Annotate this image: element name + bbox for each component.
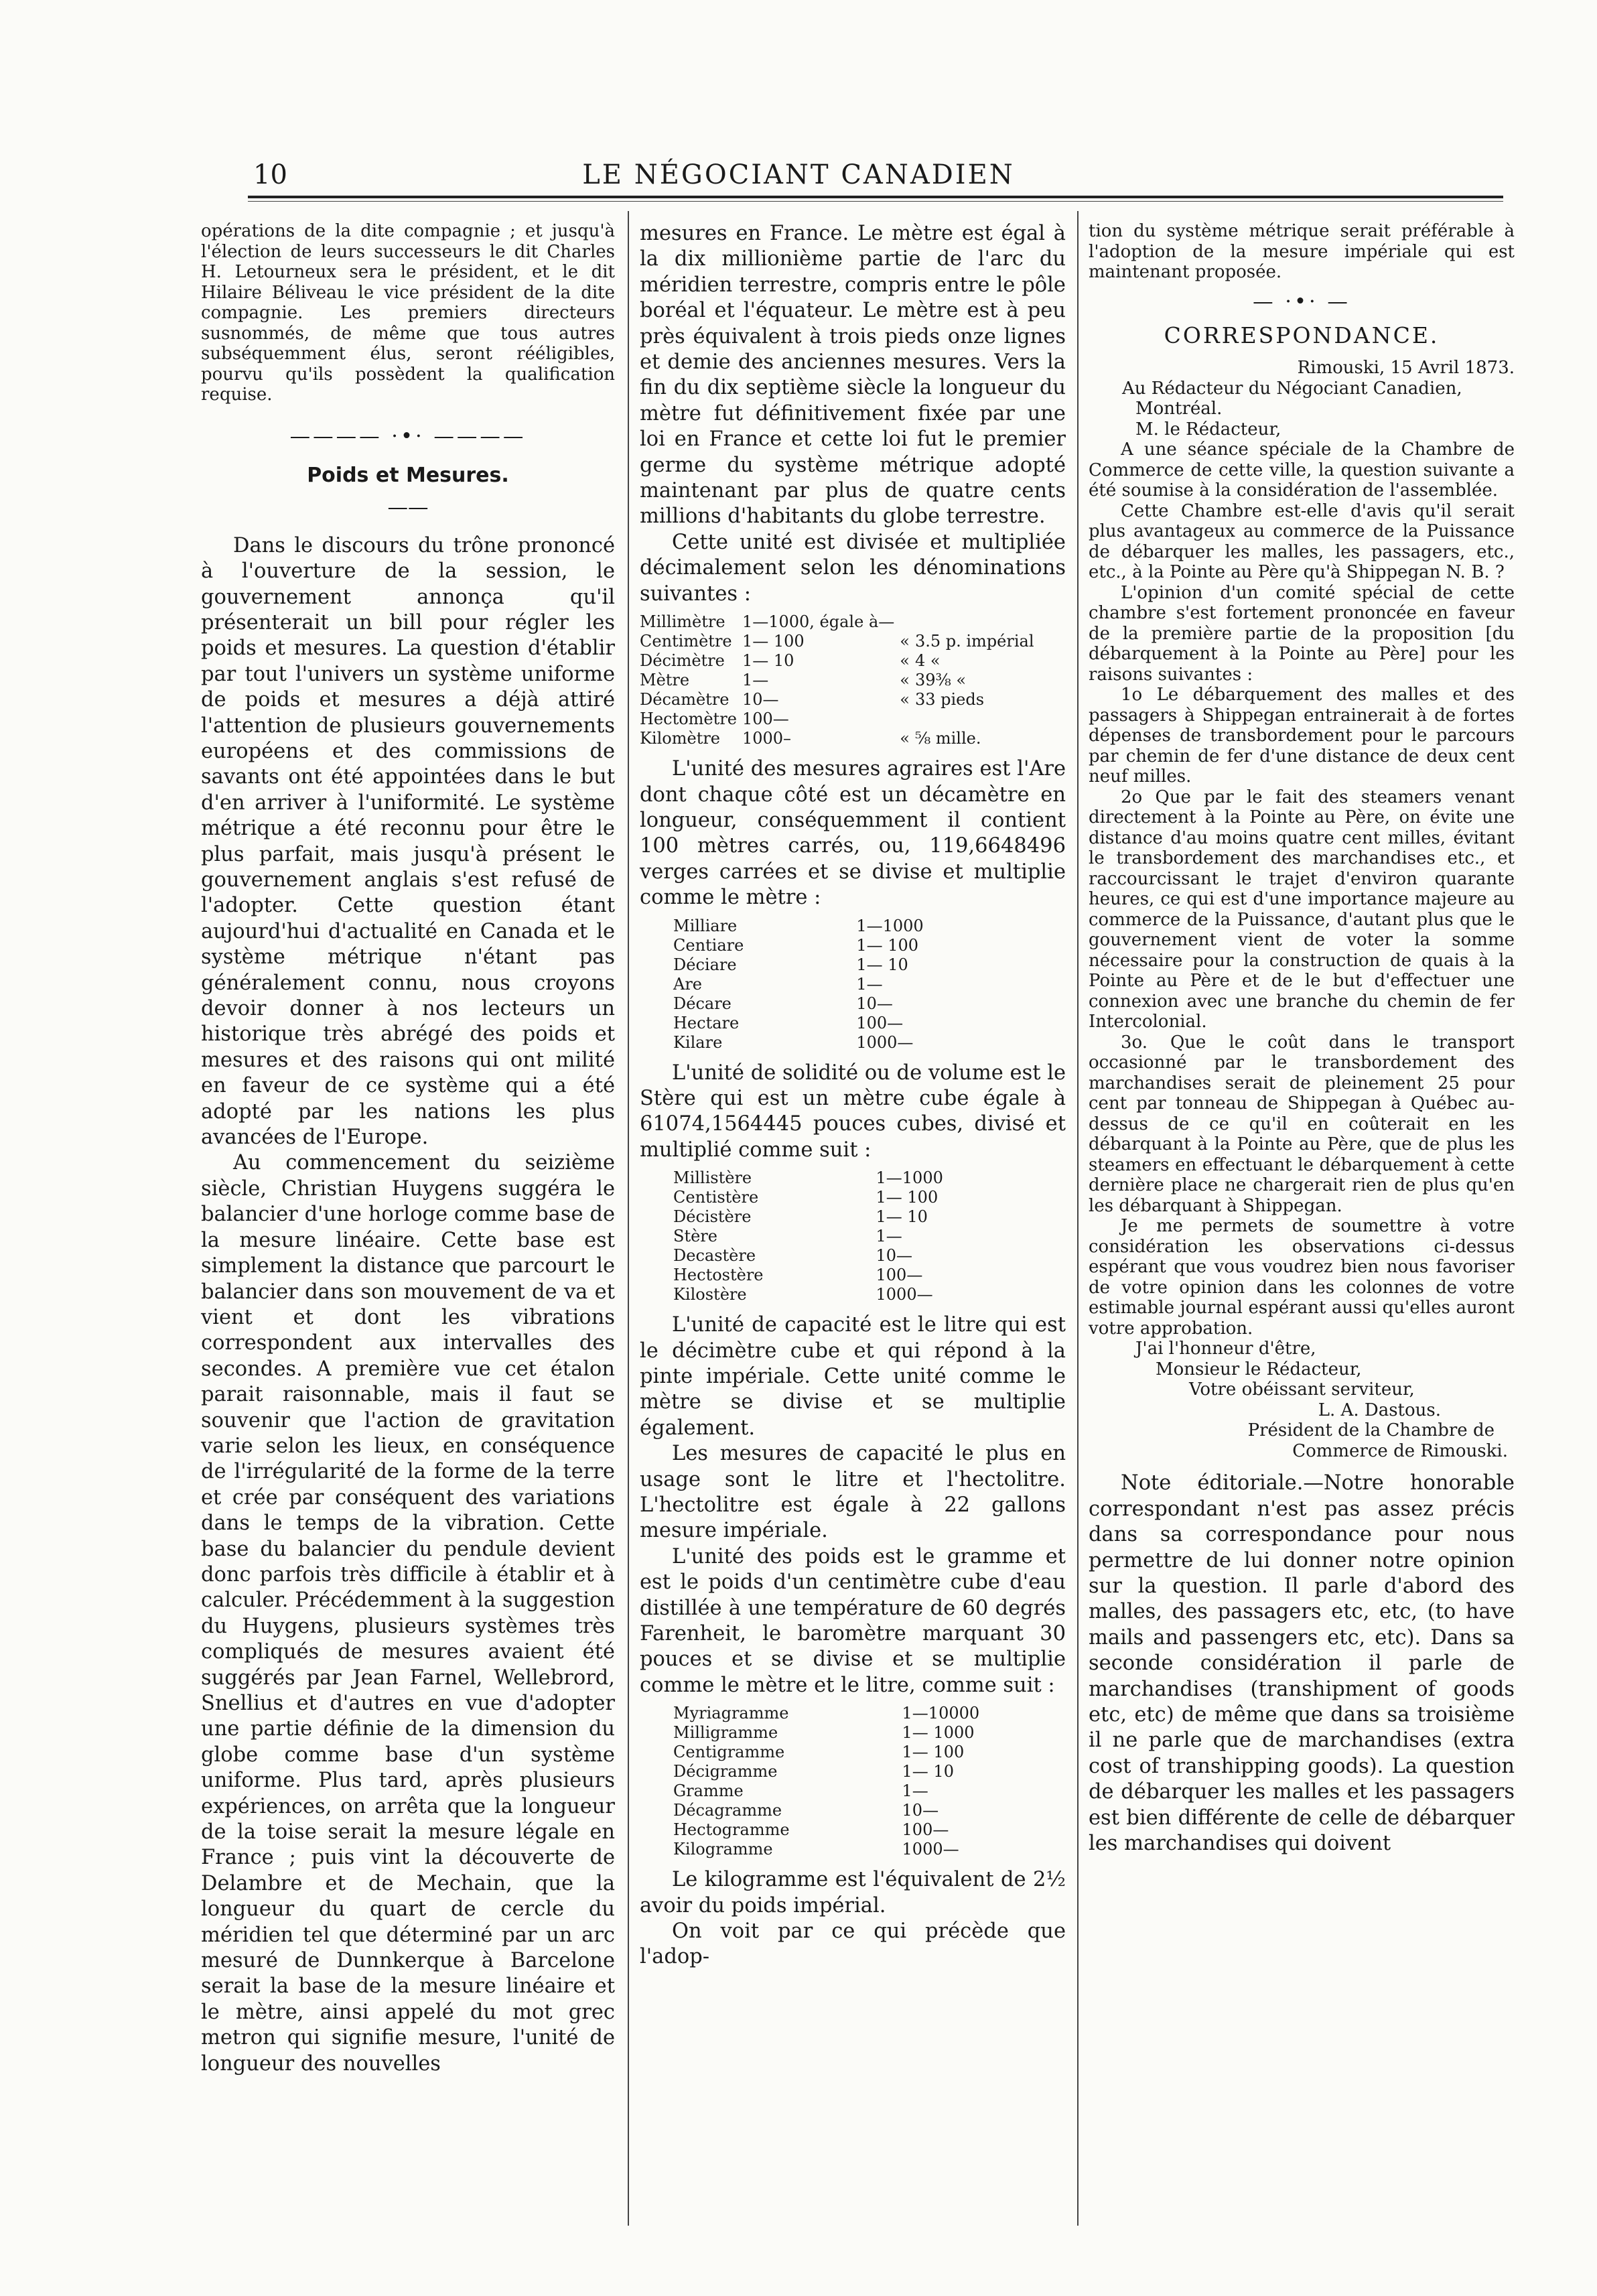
table-cell bbox=[900, 612, 915, 632]
table-row bbox=[640, 671, 1040, 690]
table-cell: 1— 100 bbox=[876, 1188, 939, 1207]
table-cell: 1—1000 bbox=[856, 916, 924, 935]
paragraph: L'unité des poids est le gramme et est le poids d'un centimètre cube d'eau distillée à une température de 60 degrés Farenheit, le baromètre marquant 30 pouces et se divise et se multiplie comme le mètre et le litre, comme suit : bbox=[640, 1544, 1066, 1697]
paragraph: L'unité des mesures agraires est l'Are dont chaque côté est un décamètre en longueur, conséquemment il contient 100 mètres carrés, ou, 119,6648496 verges carrées et se divise et multiplie comme le mètre : bbox=[640, 757, 1066, 910]
table-cell: Décamètre bbox=[640, 690, 730, 710]
table-row bbox=[673, 917, 929, 936]
table-row bbox=[673, 1246, 949, 1266]
table-row bbox=[673, 1723, 985, 1743]
table-cell: 1— 1000 bbox=[902, 1723, 975, 1743]
running-title: LE NÉGOCIANT CANADIEN bbox=[582, 159, 1015, 190]
table-cell bbox=[915, 710, 1040, 729]
table-row bbox=[673, 1207, 949, 1227]
table-row bbox=[640, 632, 1040, 651]
column-3 bbox=[1089, 221, 1515, 1856]
table-cell: « bbox=[900, 729, 910, 748]
page-header bbox=[0, 159, 1597, 200]
table-cell: 100— bbox=[902, 1820, 949, 1840]
article-continuation: tion du système métrique serait préférable à l'adoption de la mesure impériale qui est maintenant proposée. bbox=[1089, 221, 1515, 282]
column-1 bbox=[201, 221, 615, 2077]
table-cell: Kilomètre bbox=[640, 729, 721, 748]
table-cell: 1000– bbox=[742, 729, 792, 748]
table-cell: Milliare bbox=[673, 916, 738, 935]
table-row bbox=[673, 975, 929, 994]
page-number: 10 bbox=[253, 159, 287, 190]
table-cell: Décagramme bbox=[673, 1801, 782, 1820]
table-row bbox=[673, 1033, 929, 1053]
weight-units-table bbox=[673, 1704, 985, 1859]
dateline: Rimouski, 15 Avril 1873. bbox=[1297, 358, 1515, 379]
table-cell: ⅝ mille. bbox=[914, 729, 981, 748]
paragraph: Cette unité est divisée et multipliée décimalement selon les dénominations suivantes : bbox=[640, 530, 1066, 606]
table-row bbox=[673, 936, 929, 955]
table-cell: 10— bbox=[876, 1246, 913, 1266]
letter-paragraph: A une séance spéciale de la Chambre de Commerce de cette ville, la question suivante a été soumise à la considération de l'assemblée. bbox=[1089, 440, 1515, 501]
table-cell: 1— bbox=[876, 1227, 902, 1246]
table-row bbox=[673, 955, 929, 975]
editorial-note: Note éditoriale.—Notre honorable correspondant n'est pas assez précis dans sa correspondance pour nous permettre de lui donner notre opinion sur la question. Il parle d'abord des malles, des passagers etc, etc, (to have mails and passengers etc, etc). Dans sa seconde considération il parle de marchandises (transhipment of goods etc, etc) de même que dans sa troisième il ne parle que de marchandises (extra cost of transhipping goods). La question de débarquer les malles et les passagers est bien différente de celle de débarquer les marchandises qui doivent bbox=[1089, 1471, 1515, 1855]
table-row bbox=[673, 1188, 949, 1207]
paragraph: On voit par ce qui précède que l'adop- bbox=[640, 1919, 1066, 1969]
table-cell: Centiare bbox=[673, 935, 744, 955]
column-divider-1 bbox=[628, 211, 629, 2226]
table-row bbox=[673, 1285, 949, 1304]
table-cell: 1000— bbox=[856, 1032, 914, 1052]
table-cell: 1— 10 bbox=[742, 651, 794, 671]
signer-name: L. A. Dastous. bbox=[1318, 1400, 1441, 1420]
table-cell: 1000— bbox=[902, 1840, 959, 1859]
table-cell: Gramme bbox=[673, 1781, 744, 1801]
table-cell: 1— 10 bbox=[876, 1207, 928, 1227]
paragraph: Le kilogramme est l'équivalent de 2½ avoir du poids impérial. bbox=[640, 1868, 1066, 1917]
header-rule-thin bbox=[248, 201, 1503, 202]
table-cell: 4 « bbox=[914, 651, 941, 671]
table-row bbox=[673, 1840, 985, 1859]
length-units-table bbox=[640, 612, 1040, 748]
letter-paragraph: 2o Que par le fait des steamers venant directement à la Pointe au Père, on évite une distance d'au moins quatre cent milles, évitant le transbordement des marchandises etc., et raccourcissant le trajet d'environ quarante heures, ce qui est d'une importance majeure au commerce de la Puissance, d'autant plus que le gouvernement vient de voter la somme nécessaire pour la construction de quais à la Pointe au Père et de le but d'effectuer une connexion avec une branche du chemin de fer Intercolonial. bbox=[1089, 787, 1515, 1032]
table-cell: 1— 100 bbox=[856, 935, 919, 955]
table-cell: Myriagramme bbox=[673, 1704, 789, 1723]
letter-paragraph: 1o Le débarquement des malles et des passagers à Shippegan entrainerait à de fortes dépenses de transbordement pour le parcours par chemin de fer d'une distance de deux cent neuf milles. bbox=[1089, 685, 1515, 787]
table-cell: « bbox=[900, 632, 910, 651]
table-row bbox=[673, 1266, 949, 1285]
address-line: Au Rédacteur du Négociant Canadien, bbox=[1122, 378, 1462, 399]
letter-paragraph: 3o. Que le coût dans le transport occasionné par le transbordement des marchandises serait de pleinement 25 pour cent par tonneau de Shippegan à Québec au-dessus de ce qu'il en coûterait en les débarquant à la Pointe au Père, que de plus les steamers en effectuant le débarquement à cette dernière place ne chargerait rien de plus qu'en les débarquant à Shippegan. bbox=[1089, 1032, 1515, 1216]
table-row bbox=[640, 651, 1040, 671]
table-row bbox=[673, 1743, 985, 1762]
table-cell: Centistère bbox=[673, 1188, 759, 1207]
separator-ornament: ———— ·•· ———— bbox=[289, 424, 527, 448]
column-divider-2 bbox=[1077, 211, 1079, 2226]
table-cell: Mètre bbox=[640, 671, 690, 690]
header-rule bbox=[248, 196, 1503, 198]
table-cell: Décigramme bbox=[673, 1762, 778, 1781]
article-continuation: opérations de la dite compagnie ; et jusqu'à l'élection de leurs successeurs le dit Charles H. Letourneux sera le président, et le dit Hilaire Béliveau le vice président de la dite compagnie. Les premiers directeurs susnommés, de même que tous autres subséquemment élus, seront rééligibles, pourvu qu'ils possèdent la qualification requise. bbox=[201, 221, 615, 405]
table-row bbox=[673, 1820, 985, 1840]
table-cell: Hectomètre bbox=[640, 710, 737, 729]
closing-line: J'ai l'honneur d'être, bbox=[1135, 1339, 1316, 1359]
table-cell: 10— bbox=[856, 994, 893, 1013]
table-cell: 1— bbox=[742, 671, 769, 690]
table-row bbox=[673, 1801, 985, 1820]
table-cell: Are bbox=[673, 974, 703, 994]
letter-paragraph: Je me permets de soumettre à votre considération les observations ci-dessus espérant que vous voudrez bien nous favoriser de votre opinion dans les colonnes de votre estimable journal espérant aussi qu'elles auront votre approbation. bbox=[1089, 1216, 1515, 1339]
table-row bbox=[640, 690, 1040, 710]
column-2 bbox=[640, 221, 1066, 1970]
table-cell: Millimètre bbox=[640, 612, 725, 632]
letter-paragraph: L'opinion d'un comité spécial de cette chambre s'est fortement prononcée en faveur de la première partie de la proposition [du débarquement à la Pointe au Père] pour les raisons suivantes : bbox=[1089, 582, 1515, 685]
address-city: Montréal. bbox=[1135, 399, 1223, 419]
table-cell: Centigramme bbox=[673, 1743, 785, 1762]
separator-ornament: — ·•· — bbox=[1253, 289, 1350, 314]
table-cell: Hectogramme bbox=[673, 1820, 790, 1840]
table-cell: 10— bbox=[902, 1801, 939, 1820]
table-cell: 39⅜ « bbox=[914, 671, 967, 690]
table-cell: 1— 10 bbox=[856, 955, 908, 974]
table-cell: « bbox=[900, 651, 910, 671]
table-cell: 100— bbox=[856, 1013, 904, 1032]
letter-paragraph: Cette Chambre est-elle d'avis qu'il serait plus avantageux au commerce de la Puissance de débarquer les malles, les passagers, etc., etc., à la Pointe au Père qu'à Shippegan N. B. ? bbox=[1089, 500, 1515, 583]
table-cell: 1— bbox=[856, 974, 883, 994]
table-cell: 1— 10 bbox=[902, 1762, 954, 1781]
table-cell: 1—1000, égale à— bbox=[742, 612, 895, 632]
table-cell: Millistère bbox=[673, 1168, 752, 1188]
paragraph: Au commencement du seizième siècle, Christian Huygens suggéra le balancier d'une horloge comme base de la mesure linéaire. Cette base est simplement la distance que parcourt le balancier dans son mouvement de va et vient et dont les vibrations correspondent aux intervalles des secondes. A première vue cet étalon parait raisonnable, mais il faut se souvenir que l'action de gravitation varie selon les lieux, en conséquence de l'irrégularité de la forme de la terre et crée par conséquent des variations dans le temps de la vibration. Cette base du balancier du pendule devient donc parfois très difficile à établir et à calculer. Précédemment à la suggestion du Huygens, plusieurs systèmes très compliqués de mesures avaient été suggérés par Jean Farnel, Wellebrord, Snellius et d'autres en vue d'adopter une partie définie de la dimension du globe comme base d'un système uniforme. Plus tard, après plusieurs expériences, on arrêta que la longueur de la toise serait la mesure légale en France ; puis vint la découverte de Delambre et de Mechain, que la longueur du quart de cercle du méridien tel que déterminé par un arc mesuré de Dunnkerque à Barcelone serait la base de la mesure linéaire et le mètre, ainsi appelé du mot grec metron qui signifie mesure, l'unité de longueur des nouvelles bbox=[201, 1151, 615, 2076]
table-row bbox=[673, 1762, 985, 1781]
table-cell: « bbox=[900, 671, 910, 690]
table-cell: 1000— bbox=[876, 1285, 933, 1304]
table-cell: Décimètre bbox=[640, 651, 725, 671]
table-row bbox=[640, 729, 1040, 748]
table-cell: « bbox=[900, 690, 910, 710]
article-heading: Poids et Mesures. bbox=[307, 463, 509, 487]
table-row bbox=[673, 1704, 985, 1723]
table-cell: 1—1000 bbox=[876, 1168, 943, 1188]
volume-units-table bbox=[673, 1168, 949, 1304]
table-cell: Kilogramme bbox=[673, 1840, 773, 1859]
closing-line: Votre obéissant serviteur, bbox=[1189, 1379, 1415, 1400]
signer-title: Président de la Chambre de bbox=[1247, 1420, 1495, 1441]
paragraph: L'unité de capacité est le litre qui est le décimètre cube et qui répond à la pinte impériale. Cette unité comme le mètre se divise et se multiplie également. bbox=[640, 1313, 1066, 1440]
table-row bbox=[640, 710, 1040, 729]
table-cell: Decastère bbox=[673, 1246, 756, 1266]
table-cell: Déciare bbox=[673, 955, 737, 974]
closing-line: Monsieur le Rédacteur, bbox=[1156, 1359, 1362, 1379]
area-units-table bbox=[673, 917, 929, 1053]
table-cell: 1— bbox=[902, 1781, 928, 1801]
table-row bbox=[673, 1168, 949, 1188]
table-row bbox=[640, 612, 1040, 632]
table-cell: 33 pieds bbox=[914, 690, 985, 710]
table-row bbox=[673, 994, 929, 1014]
table-cell: Centimètre bbox=[640, 632, 732, 651]
table-cell: Kilare bbox=[673, 1032, 723, 1052]
paragraph: Dans le discours du trône prononcé à l'ouverture de la session, le gouvernement annonça qu'il présenterait un bill pour régler les poids et mesures. La question d'établir par tout l'univers un système uniforme de poids et mesures a déjà attiré l'attention de plusieurs gouvernements européens et des commissions de savants ont été appointées dans le but d'en arriver à l'uniformité. Le système métrique a été reconnu pour être le plus parfait, mais jusqu'à présent le gouvernement anglais s'est refusé de l'adopter. Cette question étant aujourd'hui d'actualité en Canada et le système métrique n'étant pas généralement connu, nous croyons devoir donner à nos lecteurs un historique très abrégé des poids et mesures et des raisons qui ont milité en faveur de ce système qui a été adopté par les nations les plus avancées de l'Europe. bbox=[201, 533, 615, 1150]
table-cell: 1— 100 bbox=[902, 1743, 965, 1762]
section-heading: CORRESPONDANCE. bbox=[1164, 322, 1440, 348]
paragraph: Les mesures de capacité le plus en usage sont le litre et l'hectolitre. L'hectolitre est égale à 22 gallons mesure impériale. bbox=[640, 1442, 1066, 1543]
table-cell: 100— bbox=[742, 710, 789, 729]
heading-dash: —— bbox=[387, 496, 429, 520]
salutation: M. le Rédacteur, bbox=[1135, 419, 1281, 440]
table-cell: 1— 100 bbox=[742, 632, 805, 651]
table-cell: Décare bbox=[673, 994, 732, 1013]
table-cell bbox=[915, 612, 1040, 632]
table-cell: Hectostère bbox=[673, 1266, 764, 1285]
table-cell: Milligramme bbox=[673, 1723, 778, 1743]
table-cell: Kilostère bbox=[673, 1285, 747, 1304]
table-cell: Hectare bbox=[673, 1013, 740, 1032]
table-cell: 10— bbox=[742, 690, 779, 710]
table-row bbox=[673, 1227, 949, 1246]
table-cell: 3.5 p. impérial bbox=[914, 632, 1034, 651]
paragraph: L'unité de solidité ou de volume est le Stère qui est un mètre cube égale à 61074,1564445 pouces cubes, divisé et multiplié comme suit : bbox=[640, 1061, 1066, 1162]
table-cell: 100— bbox=[876, 1266, 923, 1285]
table-cell: Stère bbox=[673, 1227, 717, 1246]
paragraph: mesures en France. Le mètre est égal à la dix millionième partie de l'arc du méridien terrestre, compris entre le pôle boréal et l'équateur. Le mètre est à peu près équivalent à trois pieds onze lignes et demie des anciennes mesures. Vers la fin du dix septième siècle la longueur du mètre fut définitivement fixée par une loi en France et cette loi fut le premier germe du système métrique adopté maintenant par plus de quatre cents millions d'habitants du globe terrestre. bbox=[640, 222, 1066, 529]
table-cell: 1—10000 bbox=[902, 1704, 980, 1723]
signer-title: Commerce de Rimouski. bbox=[1292, 1440, 1508, 1461]
table-row bbox=[673, 1781, 985, 1801]
table-cell bbox=[900, 710, 915, 729]
table-row bbox=[673, 1014, 929, 1033]
table-cell: Décistère bbox=[673, 1207, 752, 1227]
